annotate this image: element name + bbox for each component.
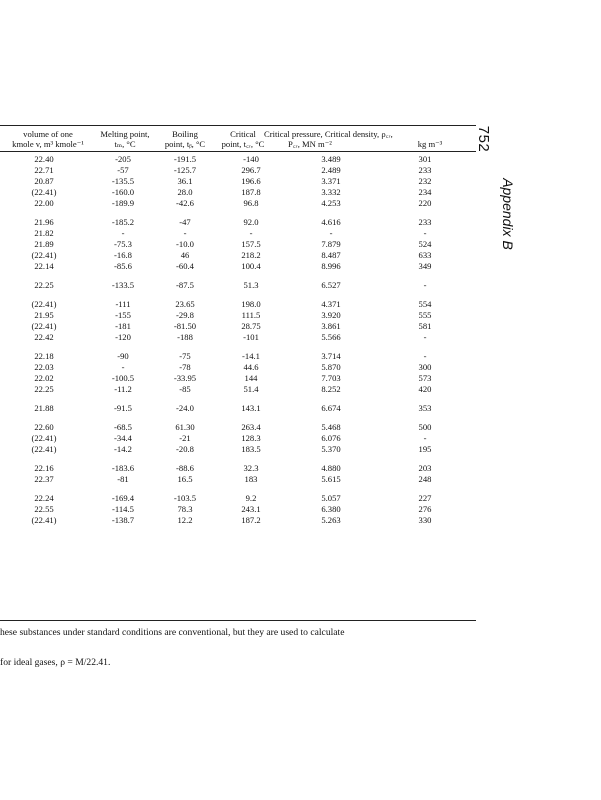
cell-volume: 22.60 [34, 422, 54, 433]
cell-critical-pressure: 8.252 [321, 384, 341, 395]
cell-critical-density: 573 [418, 373, 432, 384]
cell-volume: 22.14 [34, 261, 54, 272]
cell-critical-density: 353 [418, 403, 432, 414]
header-volume: volume of one kmole v, m³ kmole⁻¹ [12, 129, 84, 149]
table-row [0, 515, 474, 526]
header-critical-point: Critical point, t꜀ᵣ, °C [221, 129, 265, 149]
table-row [0, 217, 474, 228]
cell-boiling-point: 46 [180, 250, 190, 261]
cell-critical-point: 183 [244, 474, 258, 485]
cell-critical-point: -14.1 [242, 351, 260, 362]
cell-boiling-point: 12.2 [177, 515, 193, 526]
cell-critical-density: 220 [418, 198, 432, 209]
cell-boiling-point: -188 [177, 332, 193, 343]
cell-boiling-point: -29.8 [176, 310, 194, 321]
running-head: Appendix B [500, 178, 516, 250]
cell-boiling-point: 23.65 [175, 299, 195, 310]
cell-boiling-point: 61.30 [175, 422, 195, 433]
cell-critical-density: 349 [418, 261, 432, 272]
cell-critical-pressure: 8.996 [321, 261, 341, 272]
cell-volume: 22.16 [34, 463, 54, 474]
table-row [0, 321, 474, 332]
cell-melting-point: -100.5 [111, 373, 135, 384]
cell-boiling-point: 28.0 [177, 187, 193, 198]
cell-critical-density: 330 [418, 515, 432, 526]
table-row [0, 493, 474, 504]
cell-melting-point: -90 [117, 351, 129, 362]
cell-critical-point: 128.3 [241, 433, 261, 444]
cell-critical-pressure: 3.371 [321, 176, 341, 187]
spacer-cell [0, 343, 474, 351]
cell-melting-point: -155 [115, 310, 131, 321]
cell-boiling-point: -103.5 [173, 493, 197, 504]
cell-volume: 20.87 [34, 176, 54, 187]
cell-critical-point: 96.8 [243, 198, 259, 209]
header-boiling-point: Boiling point, tᵦ, °C [164, 129, 206, 149]
table-row [0, 228, 474, 239]
table-row [0, 384, 474, 395]
cell-boiling-point: -60.4 [176, 261, 194, 272]
cell-critical-density: 195 [418, 444, 432, 455]
cell-melting-point: -14.2 [114, 444, 132, 455]
table-row [0, 299, 474, 310]
cell-melting-point: -11.2 [114, 384, 132, 395]
cell-critical-point: -101 [243, 332, 259, 343]
cell-critical-density: 233 [418, 165, 432, 176]
cell-critical-point: 9.2 [245, 493, 257, 504]
cell-volume: 22.18 [34, 351, 54, 362]
cell-critical-density: 500 [418, 422, 432, 433]
cell-critical-density: 554 [418, 299, 432, 310]
cell-critical-pressure: 3.920 [321, 310, 341, 321]
cell-volume: 22.24 [34, 493, 54, 504]
group-spacer [0, 291, 474, 299]
table-row [0, 433, 474, 444]
cell-critical-density: 232 [418, 176, 432, 187]
cell-critical-density: - [423, 332, 427, 343]
header-melting-point: Melting point, tₘ, °C [100, 129, 150, 149]
cell-melting-point: -205 [115, 154, 131, 165]
cell-boiling-point: - [183, 228, 187, 239]
cell-critical-pressure: 6.076 [321, 433, 341, 444]
spacer-cell [0, 395, 474, 403]
cell-melting-point: -185.2 [111, 217, 135, 228]
cell-melting-point: -133.5 [111, 280, 135, 291]
table-row [0, 239, 474, 250]
cell-critical-point: 243.1 [241, 504, 261, 515]
cell-boiling-point: -33.95 [173, 373, 197, 384]
table-top-rule [0, 125, 476, 126]
cell-critical-density: - [423, 228, 427, 239]
table-row [0, 403, 474, 414]
cell-boiling-point: -85 [179, 384, 191, 395]
cell-critical-pressure: 6.380 [321, 504, 341, 515]
table-row [0, 463, 474, 474]
cell-volume: 22.55 [34, 504, 54, 515]
table-row [0, 187, 474, 198]
cell-critical-pressure: 5.468 [321, 422, 341, 433]
cell-melting-point: -138.7 [111, 515, 135, 526]
cell-boiling-point: -78 [179, 362, 191, 373]
cell-critical-pressure: 3.489 [321, 154, 341, 165]
footnote-line-1: hese substances under standard conditions are conventional, but they are used to calculate [0, 627, 345, 638]
cell-critical-pressure: 4.371 [321, 299, 341, 310]
cell-volume: (22.41) [31, 321, 57, 332]
cell-critical-density: 203 [418, 463, 432, 474]
cell-volume: 22.02 [34, 373, 54, 384]
table-bottom-rule [0, 620, 476, 621]
cell-critical-pressure: 7.703 [321, 373, 341, 384]
table-row [0, 198, 474, 209]
cell-melting-point: -183.6 [111, 463, 135, 474]
spacer-cell [0, 272, 474, 280]
cell-critical-density: 227 [418, 493, 432, 504]
cell-volume: (22.41) [31, 250, 57, 261]
cell-volume: 21.88 [34, 403, 54, 414]
cell-volume: (22.41) [31, 187, 57, 198]
table-row [0, 474, 474, 485]
cell-critical-point: 187.8 [241, 187, 261, 198]
cell-critical-point: 198.0 [241, 299, 261, 310]
cell-melting-point: -85.6 [114, 261, 132, 272]
table-row [0, 310, 474, 321]
cell-critical-pressure: 4.253 [321, 198, 341, 209]
cell-critical-point: -140 [243, 154, 259, 165]
cell-boiling-point: -10.0 [176, 239, 194, 250]
cell-melting-point: -189.9 [111, 198, 135, 209]
cell-critical-pressure: 2.489 [321, 165, 341, 176]
cell-critical-density: - [423, 433, 427, 444]
cell-volume: 21.95 [34, 310, 54, 321]
cell-melting-point: - [121, 362, 125, 373]
cell-volume: 22.71 [34, 165, 54, 176]
cell-boiling-point: -125.7 [173, 165, 197, 176]
cell-volume: 22.40 [34, 154, 54, 165]
cell-critical-point: - [249, 228, 253, 239]
cell-melting-point: - [121, 228, 125, 239]
spacer-cell [0, 455, 474, 463]
table-row [0, 261, 474, 272]
table-row [0, 154, 474, 165]
cell-critical-point: 28.75 [241, 321, 261, 332]
cell-critical-pressure: - [329, 228, 333, 239]
cell-volume: 22.37 [34, 474, 54, 485]
table-row [0, 351, 474, 362]
cell-melting-point: -16.8 [114, 250, 132, 261]
cell-boiling-point: -20.8 [176, 444, 194, 455]
cell-critical-point: 183.5 [241, 444, 261, 455]
cell-volume: (22.41) [31, 433, 57, 444]
page-number: 752 [475, 125, 492, 153]
cell-critical-point: 187.2 [241, 515, 261, 526]
cell-melting-point: -34.4 [114, 433, 132, 444]
cell-melting-point: -120 [115, 332, 131, 343]
cell-critical-point: 51.3 [243, 280, 259, 291]
cell-melting-point: -81 [117, 474, 129, 485]
group-spacer [0, 414, 474, 422]
cell-critical-density: 233 [418, 217, 432, 228]
cell-melting-point: -91.5 [114, 403, 132, 414]
cell-critical-density: 581 [418, 321, 432, 332]
table-row [0, 362, 474, 373]
spacer-cell [0, 485, 474, 493]
cell-critical-point: 44.6 [243, 362, 259, 373]
cell-critical-pressure: 8.487 [321, 250, 341, 261]
cell-volume: 21.96 [34, 217, 54, 228]
cell-boiling-point: -24.0 [176, 403, 194, 414]
table-row [0, 504, 474, 515]
cell-volume: (22.41) [31, 299, 57, 310]
cell-volume: 22.00 [34, 198, 54, 209]
cell-critical-pressure: 6.674 [321, 403, 341, 414]
cell-critical-pressure: 3.332 [321, 187, 341, 198]
cell-melting-point: -57 [117, 165, 129, 176]
cell-critical-point: 92.0 [243, 217, 259, 228]
cell-volume: 21.82 [34, 228, 54, 239]
cell-boiling-point: -21 [179, 433, 191, 444]
group-spacer [0, 343, 474, 351]
group-spacer [0, 272, 474, 280]
table-row [0, 332, 474, 343]
cell-critical-point: 218.2 [241, 250, 261, 261]
group-spacer [0, 395, 474, 403]
cell-critical-density: 300 [418, 362, 432, 373]
cell-melting-point: -135.5 [111, 176, 135, 187]
cell-critical-pressure: 4.880 [321, 463, 341, 474]
cell-critical-pressure: 5.870 [321, 362, 341, 373]
cell-boiling-point: -47 [179, 217, 191, 228]
cell-critical-pressure: 3.861 [321, 321, 341, 332]
cell-boiling-point: -42.6 [176, 198, 194, 209]
cell-critical-point: 144 [244, 373, 258, 384]
table-row [0, 422, 474, 433]
cell-critical-density: - [423, 351, 427, 362]
spacer-cell [0, 291, 474, 299]
cell-boiling-point: -75 [179, 351, 191, 362]
cell-boiling-point: -191.5 [173, 154, 197, 165]
cell-boiling-point: -88.6 [176, 463, 194, 474]
cell-melting-point: -111 [115, 299, 131, 310]
cell-volume: 22.25 [34, 280, 54, 291]
cell-melting-point: -160.0 [111, 187, 135, 198]
cell-melting-point: -114.5 [112, 504, 134, 515]
cell-critical-point: 263.4 [241, 422, 261, 433]
cell-volume: (22.41) [31, 515, 57, 526]
table-row [0, 165, 474, 176]
cell-critical-density: 301 [418, 154, 432, 165]
cell-melting-point: -169.4 [111, 493, 135, 504]
cell-critical-density: - [423, 280, 427, 291]
cell-critical-point: 32.3 [243, 463, 259, 474]
cell-critical-pressure: 5.615 [321, 474, 341, 485]
cell-critical-density: 276 [418, 504, 432, 515]
cell-volume: 21.89 [34, 239, 54, 250]
cell-critical-point: 100.4 [241, 261, 261, 272]
cell-boiling-point: -81.50 [173, 321, 197, 332]
cell-critical-point: 296.7 [241, 165, 261, 176]
cell-critical-pressure: 5.263 [321, 515, 341, 526]
cell-critical-pressure: 3.714 [321, 351, 341, 362]
cell-boiling-point: 78.3 [177, 504, 193, 515]
cell-critical-pressure: 5.566 [321, 332, 341, 343]
cell-volume: 22.42 [34, 332, 54, 343]
cell-boiling-point: 16.5 [177, 474, 193, 485]
cell-melting-point: -75.3 [114, 239, 132, 250]
cell-volume: (22.41) [31, 444, 57, 455]
cell-melting-point: -68.5 [114, 422, 132, 433]
header-rule [0, 151, 476, 152]
cell-critical-density: 234 [418, 187, 432, 198]
group-spacer [0, 455, 474, 463]
properties-table [0, 154, 474, 526]
footnote-line-2: for ideal gases, ρ = M/22.41. [0, 657, 111, 668]
cell-melting-point: -181 [115, 321, 131, 332]
cell-critical-point: 51.4 [243, 384, 259, 395]
table-row [0, 250, 474, 261]
cell-critical-pressure: 7.879 [321, 239, 341, 250]
header-critical-density-unit: kg m⁻³ [417, 139, 443, 149]
cell-critical-point: 196.6 [241, 176, 261, 187]
cell-critical-point: 157.5 [241, 239, 261, 250]
cell-boiling-point: 36.1 [177, 176, 193, 187]
cell-critical-pressure: 5.057 [321, 493, 341, 504]
group-spacer [0, 485, 474, 493]
cell-critical-density: 420 [418, 384, 432, 395]
cell-volume: 22.03 [34, 362, 54, 373]
cell-critical-pressure: 4.616 [321, 217, 341, 228]
cell-critical-point: 111.5 [241, 310, 261, 321]
cell-critical-point: 143.1 [241, 403, 261, 414]
group-spacer [0, 209, 474, 217]
cell-boiling-point: -87.5 [176, 280, 194, 291]
cell-critical-pressure: 5.370 [321, 444, 341, 455]
cell-critical-pressure: 6.527 [321, 280, 341, 291]
cell-critical-density: 248 [418, 474, 432, 485]
cell-critical-density: 524 [418, 239, 432, 250]
table-row [0, 373, 474, 384]
table-row [0, 176, 474, 187]
table-row [0, 280, 474, 291]
cell-critical-density: 555 [418, 310, 432, 321]
spacer-cell [0, 209, 474, 217]
cell-critical-density: 633 [418, 250, 432, 261]
spacer-cell [0, 414, 474, 422]
header-critical-pressure-density: Critical pressure, Critical density, ρ꜀ᵣ, P꜀ᵣ, MN m⁻² [264, 129, 393, 149]
cell-volume: 22.25 [34, 384, 54, 395]
table-row [0, 444, 474, 455]
